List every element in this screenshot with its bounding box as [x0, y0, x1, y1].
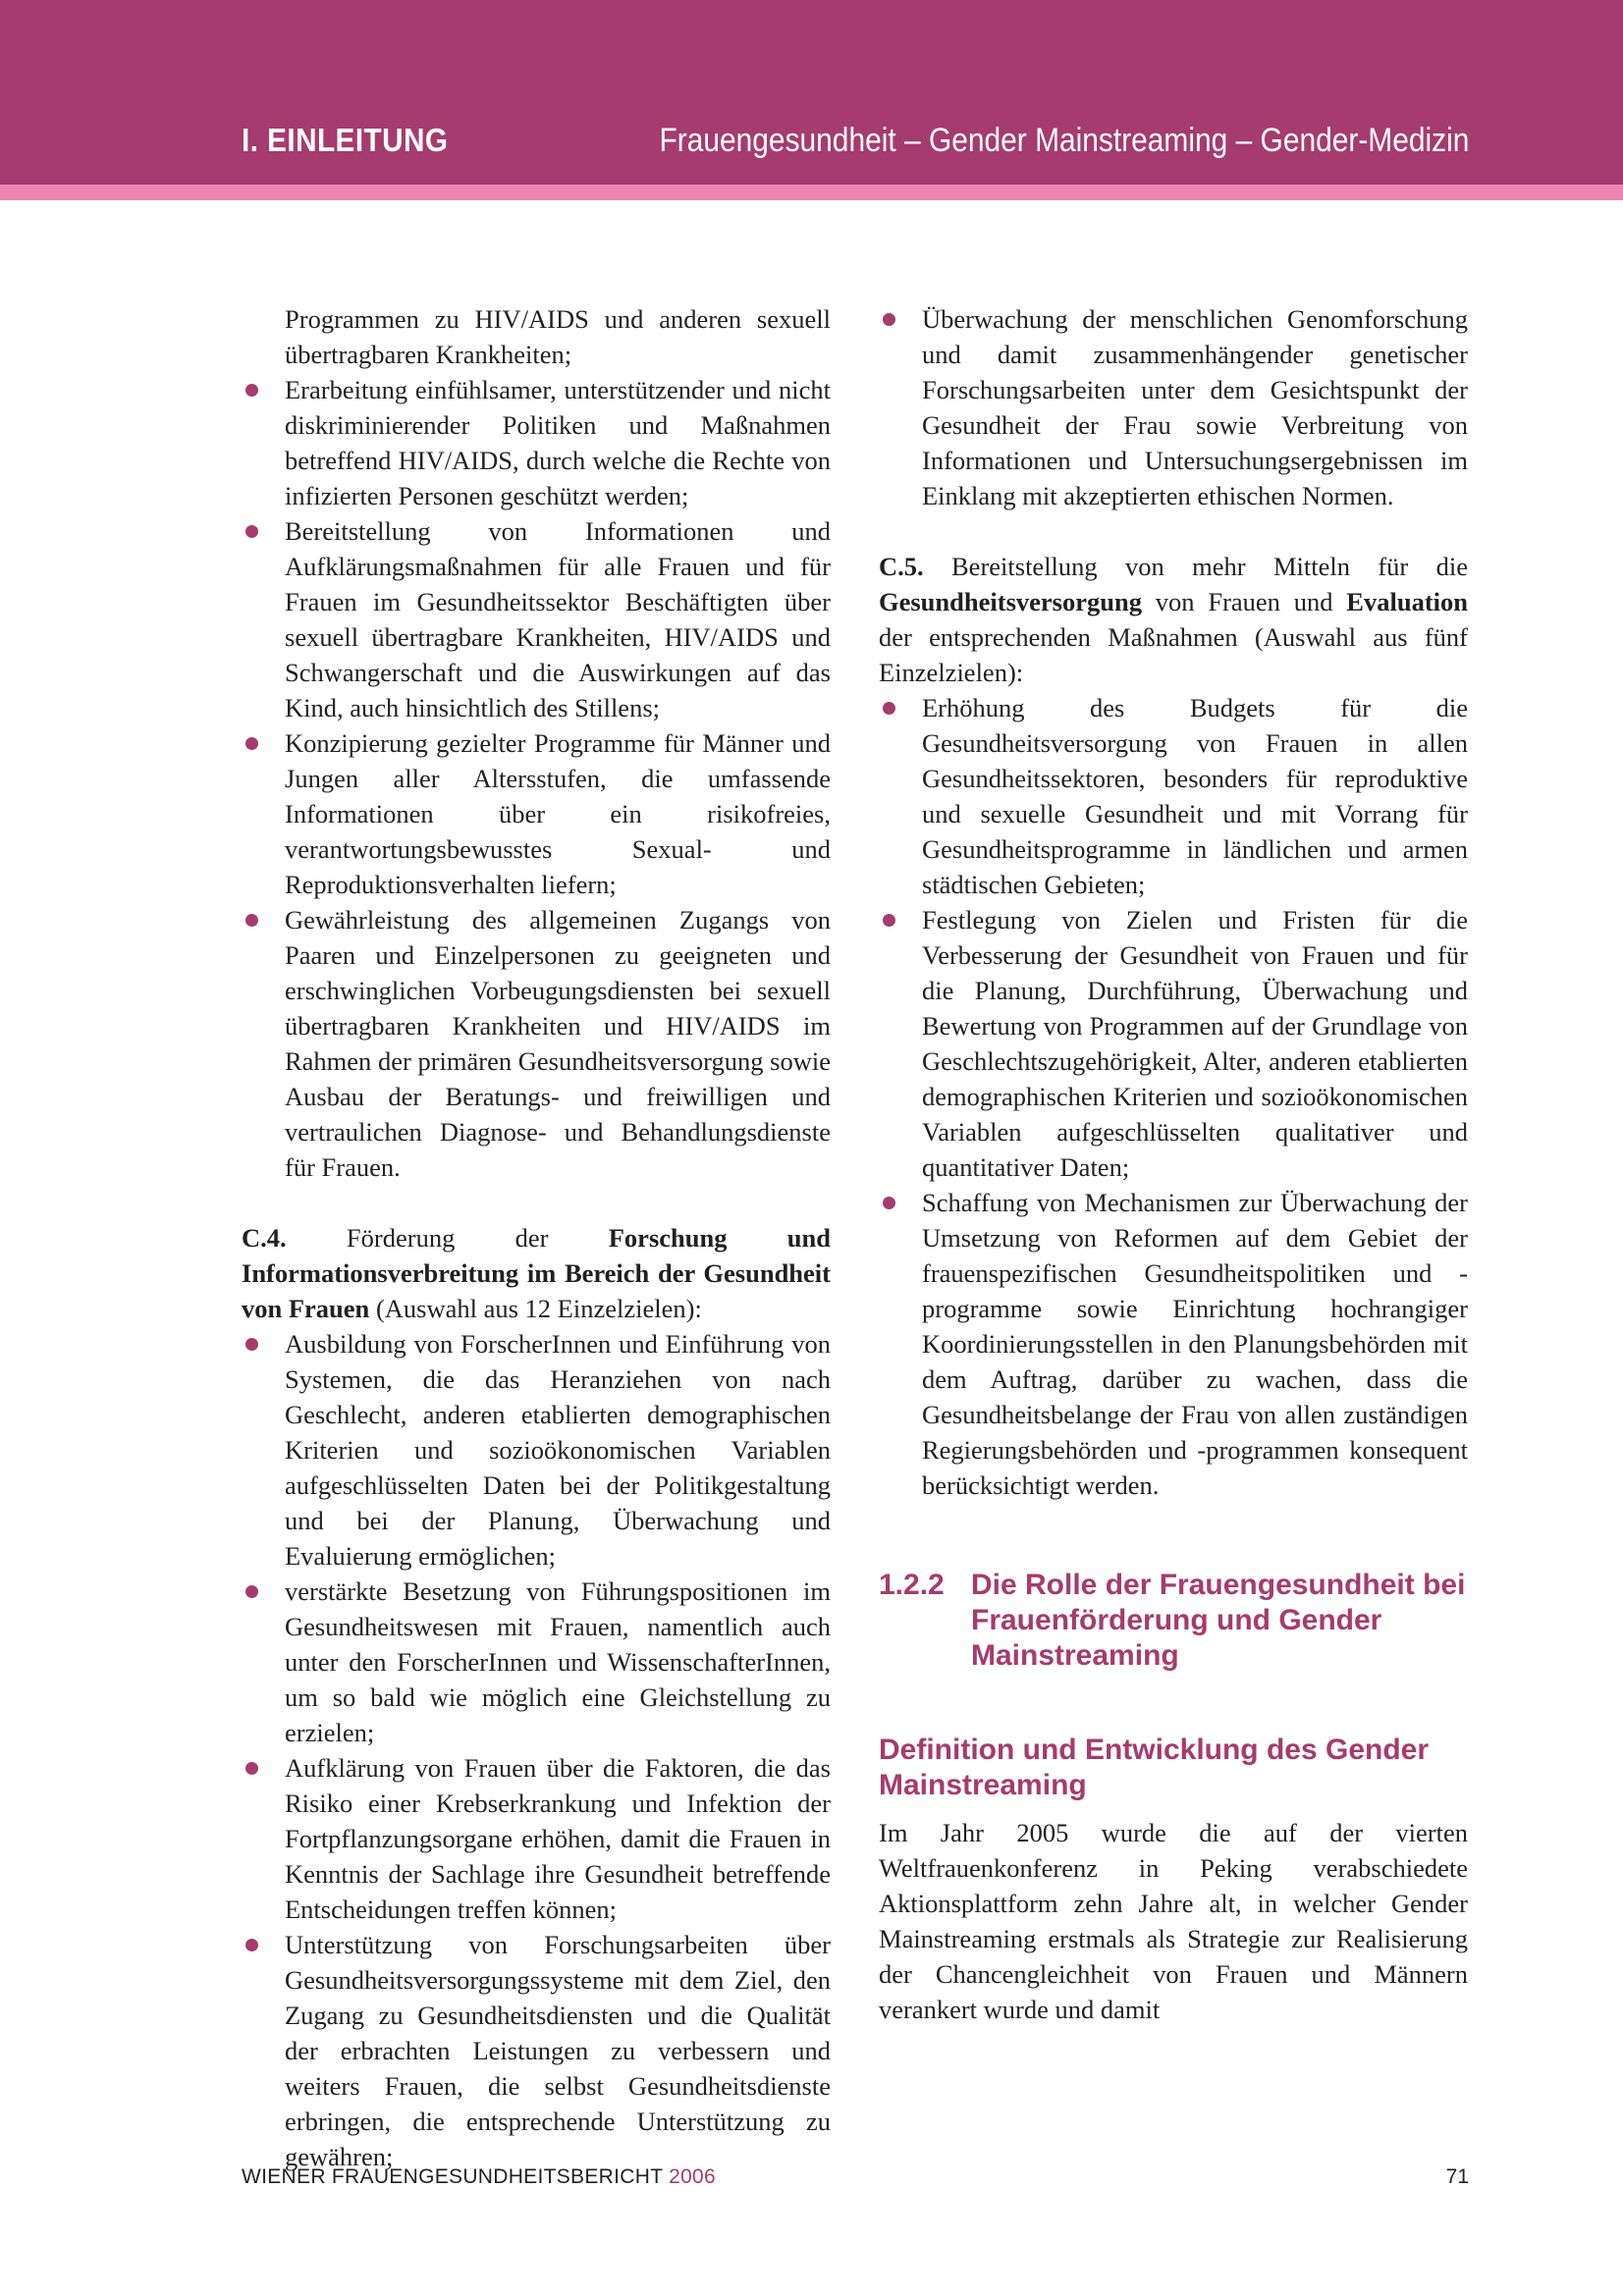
bullet-list: [242, 1326, 831, 2174]
section-heading: [879, 1568, 1468, 1674]
list-item: Ausbildung von ForscherInnen und Einführung von Systemen, die das Heranziehen von nach Geschlecht, anderen etablierten demographischen Kriterien und sozioökonomischen Variablen aufgeschlüsselten Daten bei der Politikgestaltung und bei der Planung, Überwachung und Evaluierung ermöglichen;: [242, 1326, 831, 1574]
bullet-icon: [245, 384, 258, 397]
bullet-icon: [883, 1197, 895, 1209]
section-title: Die Rolle der Frauengesundheit bei Frauenförderung und Gender Mainstreaming: [971, 1569, 1466, 1672]
objective-c4: C.4. Förderung der Forschung und Informationsverbreitung im Bereich der Gesundheit von Frauen (Auswahl aus 12 Einzelzielen):: [242, 1223, 831, 1323]
body-paragraph: Im Jahr 2005 wurde die auf der vierten Weltfrauenkonferenz in Peking verabschiedete Aktionsplattform zehn Jahre alt, in welcher Gender Mainstreaming erstmals als Strategie zur Realisierung der Chancengleichheit von Frauen und Männern verankert wurde und damit: [879, 1818, 1468, 2024]
list-item: verstärkte Besetzung von Führungspositionen im Gesundheitswesen mit Frauen, namentlich auch unter den ForscherInnen und WissenschafterInnen, um so bald wie möglich eine Gleichstellung zu erzielen;: [242, 1574, 831, 1750]
list-item: Bereitstellung von Informationen und Aufklärungsmaßnahmen für alle Frauen und für Frauen im Gesundheitssektor Beschäftigten über sexuell übertragbare Krankheiten, HIV/AIDS und Schwangerschaft und die Auswirkungen auf das Kind, auch hinsichtlich des Stillens;: [242, 513, 831, 725]
bullet-icon: [883, 914, 895, 927]
list-item: Unterstützung von Forschungsarbeiten über Gesundheitsversorgungssysteme mit dem Ziel, den Zugang zu Gesundheitsdiensten und die Qualität der erbrachten Leistungen zu verbessern und weiters Frauen, die selbst Gesundheitsdienste erbringen, die entsprechende Unterstützung zu gewähren;: [242, 1927, 831, 2174]
list-item: Schaffung von Mechanismen zur Überwachung der Umsetzung von Reformen auf dem Gebiet der frauenspezifischen Gesundheitspolitiken und -programme sowie Einrichtung hochrangiger Koordinierungsstellen in den Planungsbehörden mit dem Auftrag, darüber zu wachen, dass die Gesundheitsbelange der Frau von allen zuständigen Regierungsbehörden und -programmen konsequent berücksichtigt werden.: [879, 1185, 1468, 1503]
footer-year: 2006: [669, 2165, 717, 2188]
subsection-heading: Definition und Entwicklung des Gender Mainstreaming: [879, 1734, 1430, 1801]
list-item: Aufklärung von Frauen über die Faktoren, die das Risiko einer Krebserkrankung und Infektion der Fortpflanzungsorgane erhöhen, damit die Frauen in Kenntnis der Sachlage ihre Gesundheit betreffende Entscheidungen treffen können;: [242, 1750, 831, 1927]
bullet-list: [242, 372, 831, 1185]
bullet-icon: [245, 1338, 258, 1351]
bullet-list: [879, 301, 1468, 513]
footer-title: WIENER FRAUENGESUNDHEITSBERICHT 2006: [242, 2165, 717, 2188]
page-number: 71: [1445, 2165, 1469, 2188]
bullet-icon: [245, 1585, 258, 1598]
bullet-list: [879, 690, 1468, 1503]
objective-c5: C.5. Bereitstellung von mehr Mitteln für die Gesundheitsversorgung von Frauen und Evaluation der entsprechenden Maßnahmen (Auswahl aus fünf Einzelzielen):: [879, 552, 1468, 687]
list-item: Festlegung von Zielen und Fristen für die Verbesserung der Gesundheit von Frauen und für die Planung, Durchführung, Überwachung und Bewertung von Programmen auf der Grundlage von Geschlechtszugehörigkeit, Alter, anderen etablierten demographischen Kriterien und sozioökonomischen Variablen aufgeschlüsselten qualitativer und quantitativer Daten;: [879, 902, 1468, 1185]
bullet-icon: [245, 737, 258, 750]
list-item: Überwachung der menschlichen Genomforschung und damit zusammenhängender genetischer Forschungsarbeiten unter dem Gesichtspunkt der Gesundheit der Frau sowie Verbreitung von Informationen und Untersuchungsergebnissen im Einklang mit akzeptierten ethischen Normen.: [879, 301, 1468, 513]
list-item: Konzipierung gezielter Programme für Männer und Jungen aller Altersstufen, die umfassende Informationen über ein risikofreies, verantwortungsbewusstes Sexual- und Reproduktionsverhalten liefern;: [242, 725, 831, 902]
bullet-icon: [883, 702, 895, 715]
bullet-icon: [245, 914, 258, 927]
chapter-label: I. EINLEITUNG: [242, 122, 449, 158]
continuation-text: Programmen zu HIV/AIDS und anderen sexuell übertragbaren Krankheiten;: [285, 304, 831, 369]
list-item: Erhöhung des Budgets für die Gesundheitsversorgung von Frauen in allen Gesundheitssektoren, besonders für reproduktive und sexuelle Gesundheit und mit Vorrang für Gesundheitsprogramme in ländlichen und armen städtischen Gebieten;: [879, 690, 1468, 902]
list-item: Erarbeitung einfühlsamer, unterstützender und nicht diskriminierender Politiken und Maßnahmen betreffend HIV/AIDS, durch welche die Rechte von infizierten Personen geschützt werden;: [242, 372, 831, 513]
section-number: 1.2.2: [879, 1569, 945, 1601]
bullet-icon: [883, 313, 895, 326]
bullet-icon: [245, 1939, 258, 1951]
left-column: [242, 301, 831, 2174]
header-stripe: [0, 185, 1623, 200]
list-item: Gewährleistung des allgemeinen Zugangs von Paaren und Einzelpersonen zu geeigneten und erschwinglichen Vorbeugungsdiensten bei sexuell übertragbaren Krankheiten und HIV/AIDS im Rahmen der primären Gesundheitsversorgung sowie Ausbau der Beratungs- und freiwilligen und vertraulichen Diagnose- und Behandlungsdienste für Frauen.: [242, 902, 831, 1185]
bullet-icon: [245, 525, 258, 538]
right-column: [879, 301, 1468, 2027]
chapter-subject: Frauengesundheit – Gender Mainstreaming – Gender-Medizin: [659, 122, 1469, 159]
bullet-icon: [245, 1762, 258, 1775]
